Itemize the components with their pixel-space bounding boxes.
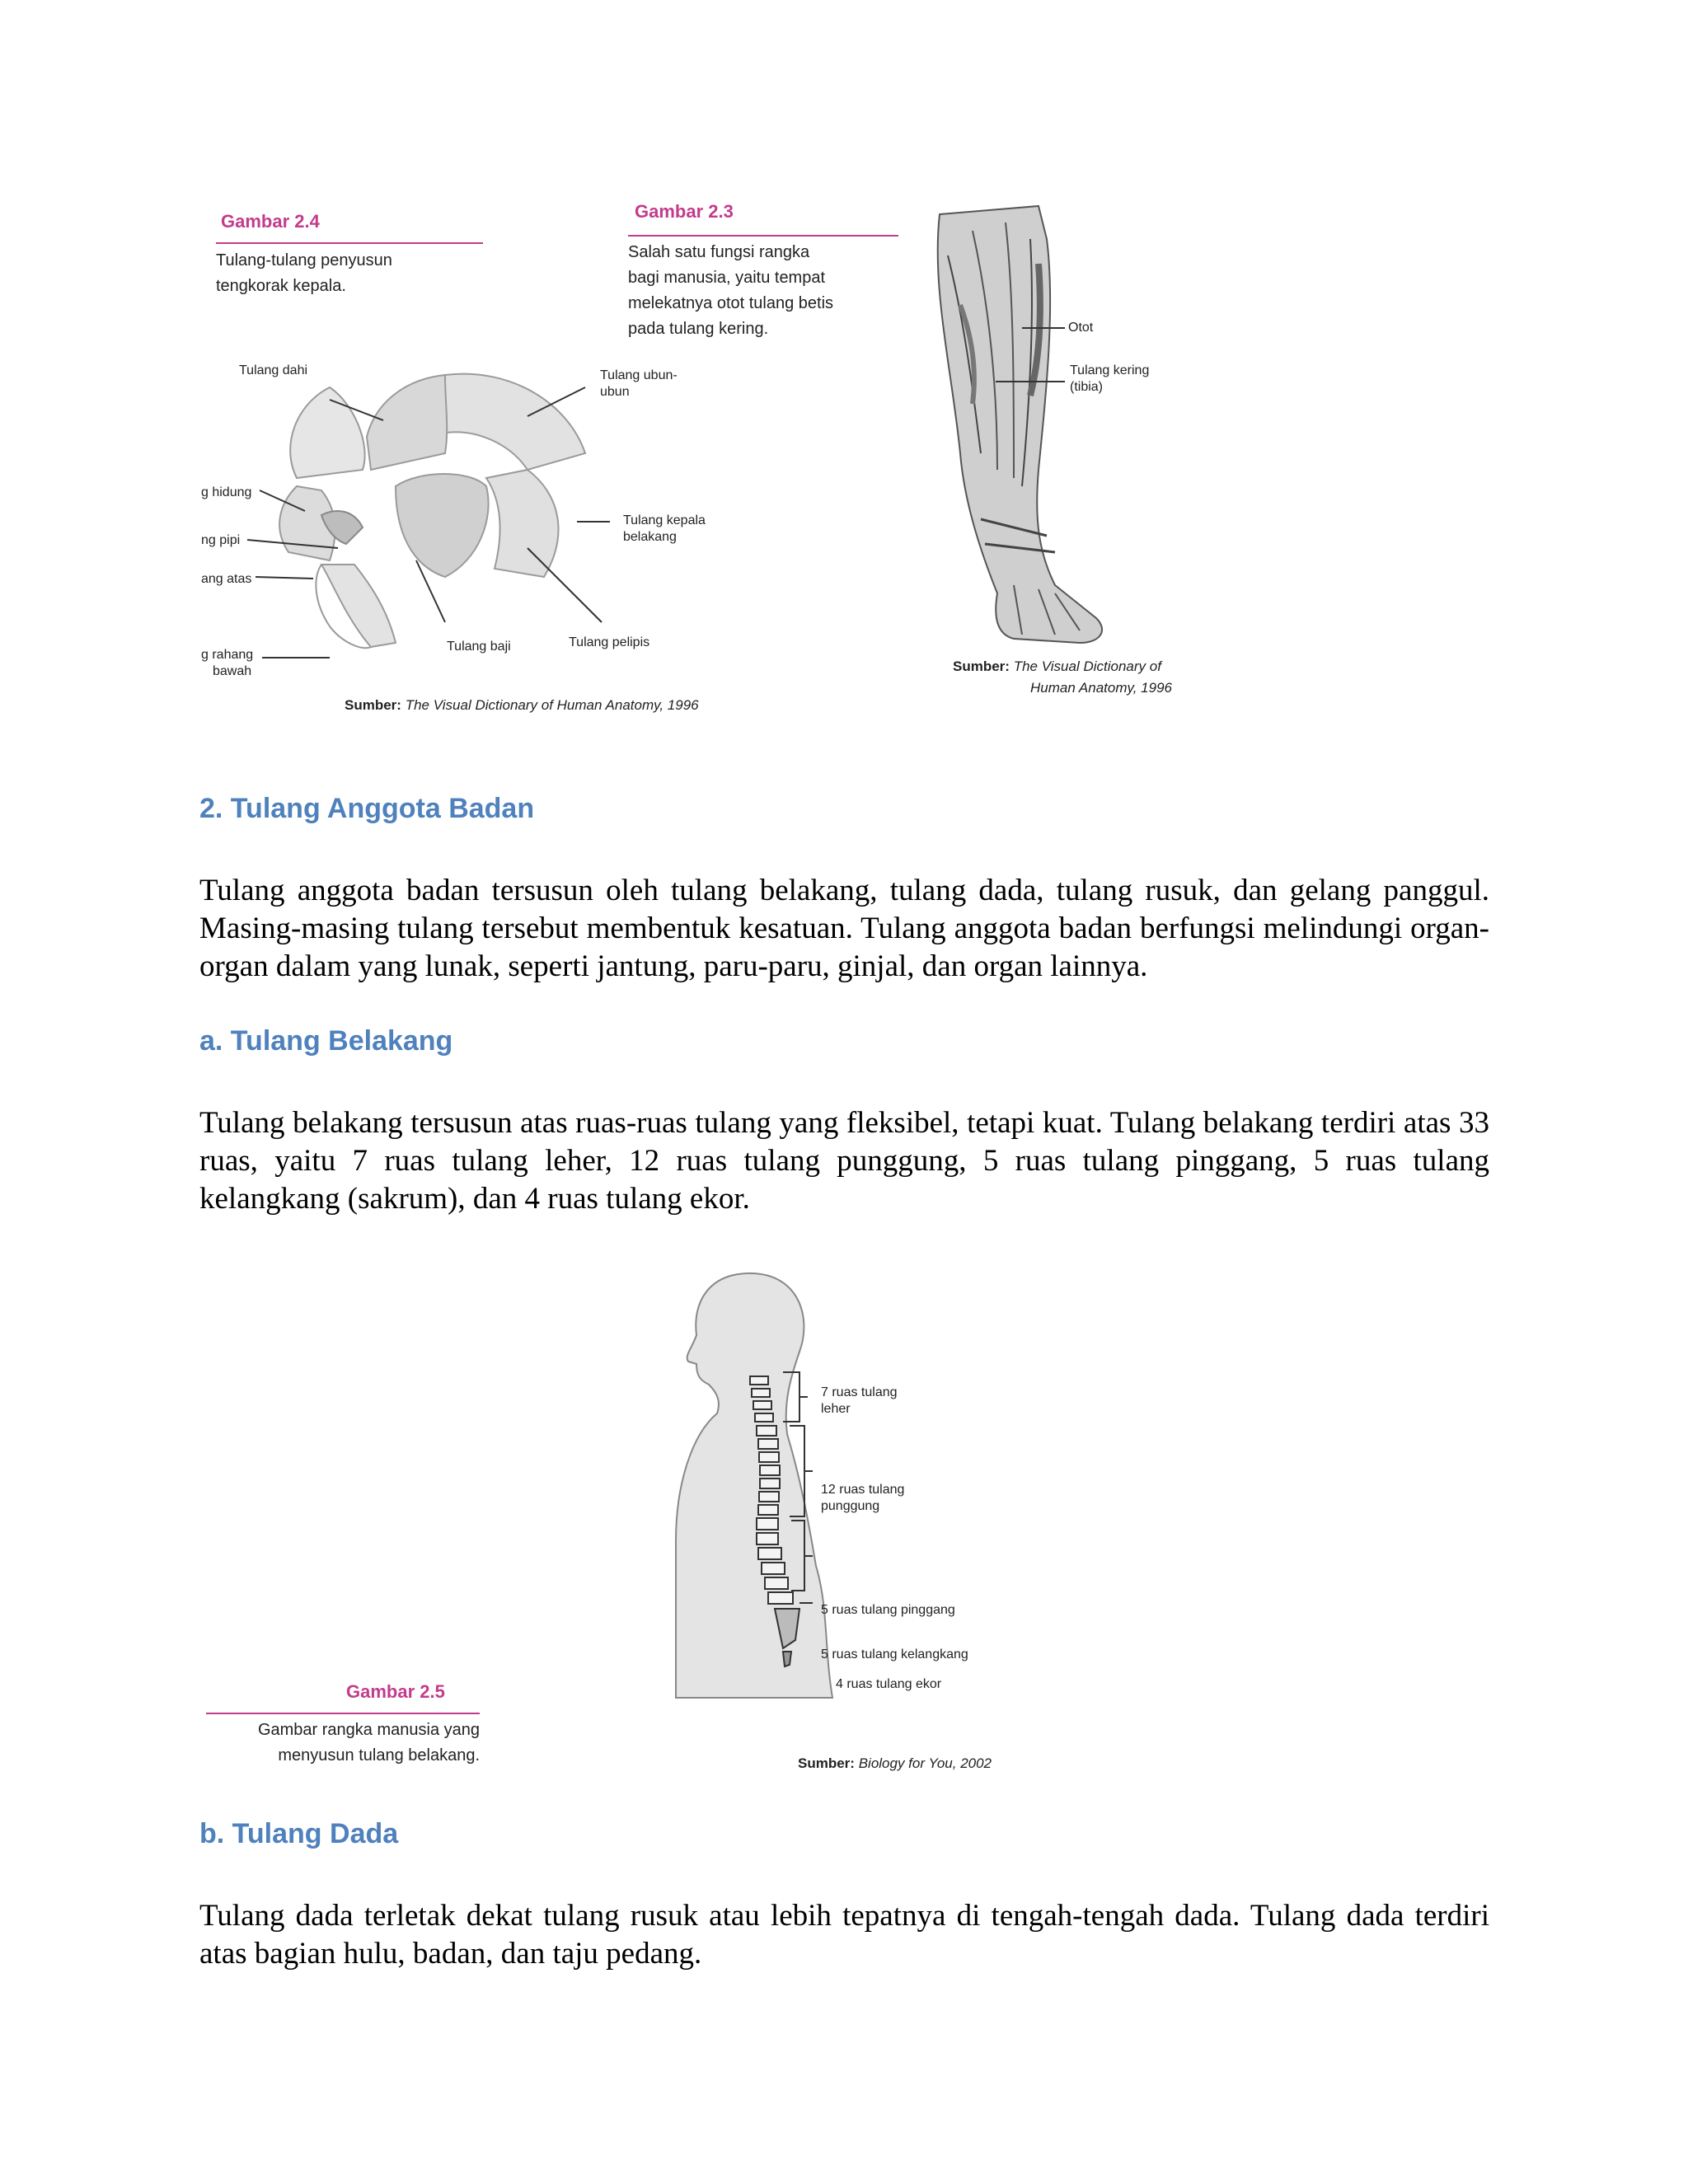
label-line: Tulang kepala bbox=[623, 513, 706, 527]
figure-rule bbox=[216, 242, 483, 244]
figure-rule bbox=[628, 235, 898, 237]
figure-title: Gambar 2.3 bbox=[635, 201, 734, 222]
figure-title: Gambar 2.5 bbox=[346, 1681, 445, 1702]
label-tulang-ubun bbox=[600, 368, 678, 401]
source-label: Sumber: bbox=[345, 697, 401, 713]
subsection-paragraph: Tulang belakang tersusun atas ruas-ruas tulang yang fleksibel, tetapi kuat. Tulang belakang terdiri atas 33 ruas, yaitu 7 ruas tulang leher, 12 ruas tulang punggung, 5 ruas tulang pinggang, 5 ruas tulang kelangkang (sakrum), dan 4 ruas tulang ekor. bbox=[199, 1106, 1489, 1216]
label-line: Tulang kering bbox=[1070, 363, 1150, 377]
figure-rule bbox=[206, 1713, 480, 1714]
label-line: punggung bbox=[821, 1499, 880, 1513]
caption-line: melekatnya otot tulang betis bbox=[628, 294, 834, 312]
section-paragraph: Tulang anggota badan tersusun oleh tulang belakang, tulang dada, tulang rusuk, dan gelang panggul. Masing-masing tulang tersebut membentuk kesatuan. Tulang anggota badan berfungsi melindungi organ-organ dalam yang lunak, seperti jantung, paru-paru, ginjal, dan organ lainnya. bbox=[199, 874, 1489, 983]
label-line: Tulang ubun- bbox=[600, 368, 678, 382]
figure-title: Gambar 2.4 bbox=[221, 211, 320, 232]
source-text: The Visual Dictionary of Human Anatomy, 1996 bbox=[405, 697, 699, 713]
figure-source bbox=[798, 1755, 992, 1772]
label-tulang-pelipis: Tulang pelipis bbox=[569, 635, 650, 649]
label-tulang-dahi: Tulang dahi bbox=[239, 363, 308, 377]
label-line: (tibia) bbox=[1070, 380, 1104, 394]
leg-muscle-illustration bbox=[915, 206, 1162, 651]
subsection-paragraph: Tulang dada terletak dekat tulang rusuk atau lebih tepatnya di tengah-tengah dada. Tulang dada terdiri atas bagian hulu, badan, dan taju pedang. bbox=[199, 1899, 1489, 1971]
caption-line: Gambar rangka manusia yang bbox=[257, 1721, 480, 1739]
label-line: g rahang bbox=[201, 648, 254, 662]
label-tulang-pipi: ng pipi bbox=[201, 533, 241, 547]
section-heading: 2. Tulang Anggota Badan bbox=[199, 793, 535, 824]
caption-line: bagi manusia, yaitu tempat bbox=[628, 269, 826, 287]
label-ruas-leher bbox=[821, 1385, 898, 1418]
label-otot: Otot bbox=[1068, 321, 1094, 335]
label-tulang-baji: Tulang baji bbox=[447, 640, 511, 654]
source-text: Human Anatomy, 1996 bbox=[1030, 680, 1172, 696]
caption-line: Salah satu fungsi rangka bbox=[628, 243, 810, 261]
figure-caption bbox=[206, 1718, 480, 1769]
label-ruas-kelangkang: 5 ruas tulang kelangkang bbox=[821, 1647, 968, 1661]
subsection-heading: a. Tulang Belakang bbox=[199, 1025, 453, 1057]
caption-line: tengkorak kepala. bbox=[216, 277, 346, 295]
source-label: Sumber: bbox=[953, 658, 1010, 674]
label-tulang-hidung: g hidung bbox=[201, 485, 252, 499]
label-ruas-pinggang: 5 ruas tulang pinggang bbox=[821, 1603, 955, 1617]
label-line: 7 ruas tulang bbox=[821, 1385, 898, 1399]
label-line: ubun bbox=[600, 385, 630, 399]
label-line: leher bbox=[821, 1402, 851, 1416]
figure-source bbox=[345, 697, 699, 714]
caption-line: Tulang-tulang penyusun bbox=[216, 251, 392, 269]
label-ruas-punggung bbox=[821, 1482, 904, 1515]
label-rahang-atas: ang atas bbox=[201, 572, 252, 586]
source-text: Biology for You, 2002 bbox=[858, 1755, 992, 1771]
figure-caption bbox=[628, 240, 833, 342]
source-label: Sumber: bbox=[798, 1755, 855, 1771]
label-line: bawah bbox=[213, 664, 252, 678]
subsection-heading: b. Tulang Dada bbox=[199, 1818, 399, 1849]
caption-line: pada tulang kering. bbox=[628, 320, 769, 338]
figure-source bbox=[953, 656, 1172, 699]
caption-line: menyusun tulang belakang. bbox=[278, 1746, 480, 1765]
label-ruas-ekor: 4 ruas tulang ekor bbox=[836, 1677, 942, 1691]
label-line: belakang bbox=[623, 530, 677, 544]
label-line: 12 ruas tulang bbox=[821, 1483, 905, 1497]
label-tulang-kepala-belakang bbox=[623, 513, 706, 546]
label-rahang-bawah bbox=[201, 647, 253, 680]
label-tulang-kering bbox=[1070, 363, 1149, 396]
figure-caption bbox=[216, 248, 392, 299]
source-text: The Visual Dictionary of bbox=[1013, 658, 1161, 674]
